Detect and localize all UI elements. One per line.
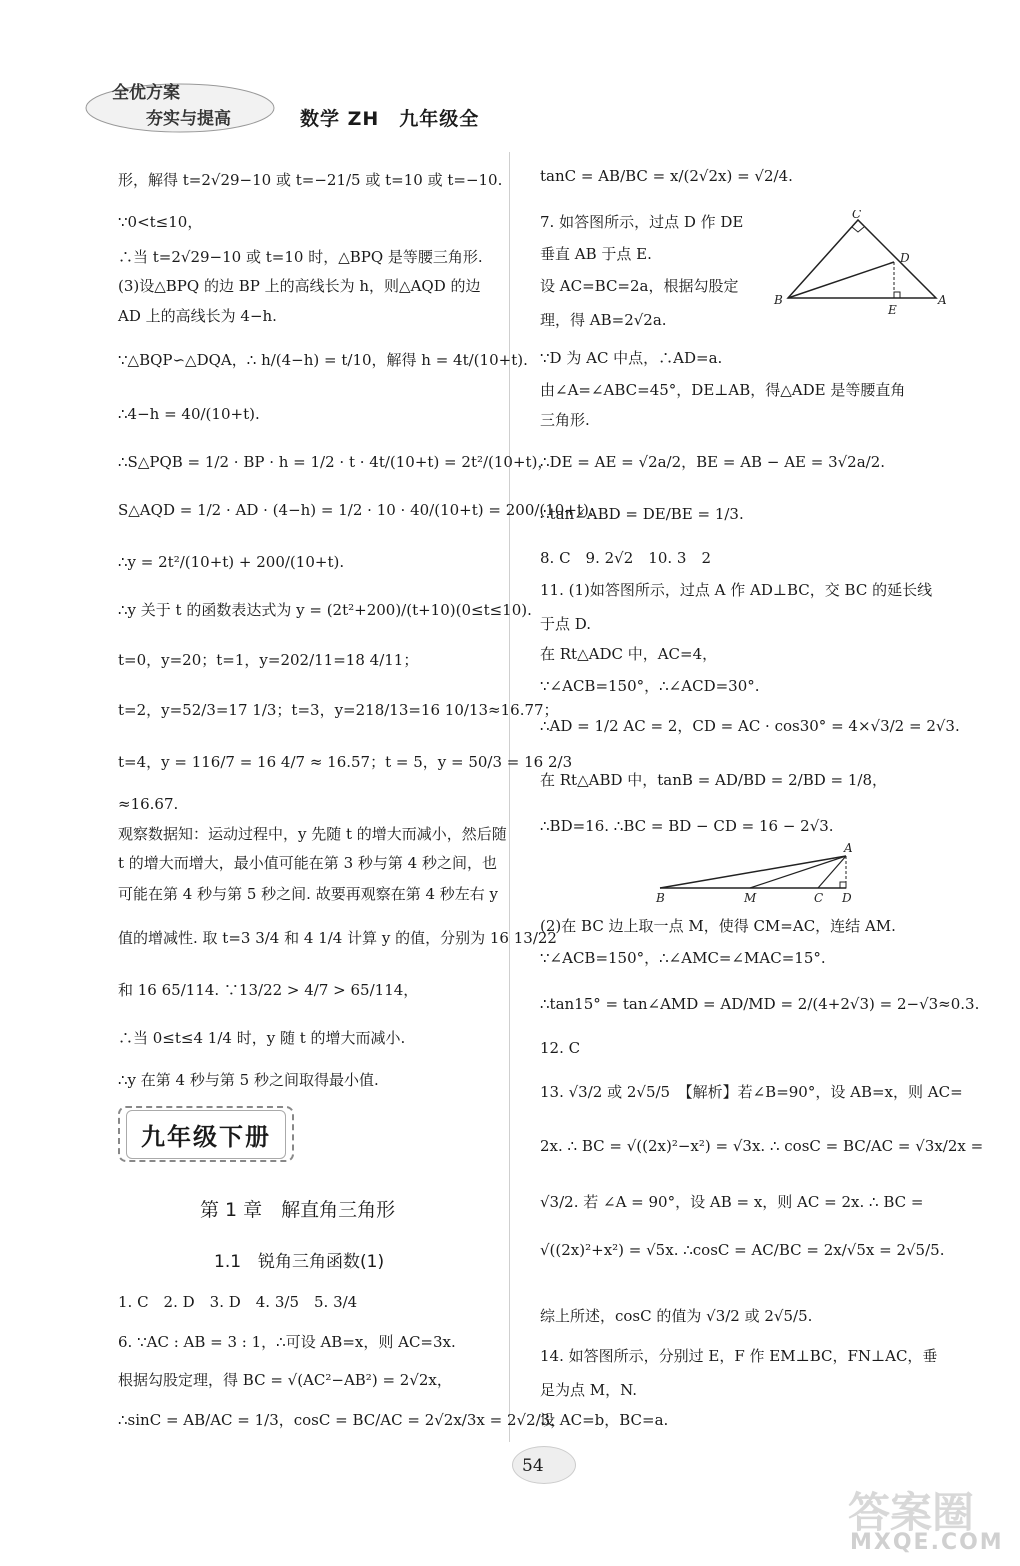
watermark-url: MXQE.COM	[850, 1530, 1004, 1555]
left-bottom-line: 6. ∵AC : AB = 3 : 1，∴可设 AB=x，则 AC=3x.	[118, 1333, 456, 1351]
left-bottom-line: ∴sinC = AB/AC = 1/3，cosC = BC/AC = 2√2x/3x = 2√2/3，	[118, 1411, 566, 1429]
right-column-line: 足为点 M，N.	[540, 1381, 638, 1399]
figure-triangle-abc	[770, 210, 950, 324]
fig1-label-c: C	[852, 210, 862, 221]
fig1-label-a: A	[938, 293, 947, 307]
logo-text-bottom: 夯实与提高	[146, 109, 231, 129]
right-column-line: ∴AD = 1/2 AC = 2，CD = AC · cos30° = 4×√3/2 = 2√3.	[540, 717, 960, 735]
fig2-label-c: C	[814, 891, 824, 905]
right-column-line: 设 AC=b，BC=a.	[540, 1411, 669, 1429]
right-column-line: ∴BD=16. ∴BC = BD − CD = 16 − 2√3.	[540, 817, 834, 835]
right-column-line: 2x. ∴ BC = √((2x)²−x²) = √3x. ∴ cosC = BC/AC = √3x/2x =	[540, 1137, 984, 1155]
right-column-line: ∴tan∠ABD = DE/BE = 1/3.	[540, 505, 744, 523]
left-column-line: ∴S△PQB = 1/2 · BP · h = 1/2 · t · 4t/(10+t) = 2t²/(10+t)，	[118, 453, 553, 471]
right-column-line: ∵∠ACB=150°，∴∠ACD=30°.	[540, 677, 760, 695]
left-column-line: (3)设△BPQ 的边 BP 上的高线长为 h，则△AQD 的边	[118, 277, 481, 295]
left-column-line: ∴当 0≤t≤4 1/4 时，y 随 t 的增大而减小.	[118, 1029, 406, 1047]
left-column-line: ∴4−h = 40/(10+t).	[118, 405, 260, 423]
right-column-line: (2)在 BC 边上取一点 M，使得 CM=AC，连结 AM.	[540, 917, 896, 935]
page-number: 54	[522, 1456, 544, 1476]
left-column-line: 观察数据知：运动过程中，y 先随 t 的增大而减小，然后随	[118, 825, 507, 843]
fig1-label-b: B	[774, 293, 783, 307]
right-column-line: √((2x)²+x²) = √5x. ∴cosC = AC/BC = 2x/√5x = 2√5/5.	[540, 1241, 945, 1259]
column-divider	[509, 152, 510, 1442]
left-column-line: t=2，y=52/3=17 1/3；t=3，y=218/13=16 10/13≈16.77；	[118, 701, 559, 719]
right-column-line: tanC = AB/BC = x/(2√2x) = √2/4.	[540, 167, 793, 185]
right-column-line: 在 Rt△ABD 中，tanB = AD/BD = 2/BD = 1/8，	[540, 771, 887, 789]
left-column-line: 形，解得 t=2√29−10 或 t=−21/5 或 t=10 或 t=−10.	[118, 171, 503, 189]
logo	[82, 74, 278, 136]
volume-title-box	[118, 1106, 294, 1162]
right-column-line: 综上所述，cosC 的值为 √3/2 或 2√5/5.	[540, 1307, 813, 1325]
fig2-label-a: A	[844, 842, 853, 855]
left-column-line: t 的增大而增大，最小值可能在第 3 秒与第 4 秒之间，也	[118, 854, 497, 872]
logo-text-top: 全优方案	[112, 83, 180, 103]
right-column-line: 13. √3/2 或 2√5/5 【解析】若∠B=90°，设 AB=x，则 AC=	[540, 1083, 963, 1101]
left-column-line: ∴y 关于 t 的函数表达式为 y = (2t²+200)/(t+10)(0≤t≤10).	[118, 601, 532, 619]
right-column-line: 于点 D.	[540, 615, 592, 633]
right-column-line: 由∠A=∠ABC=45°，DE⊥AB，得△ADE 是等腰直角	[540, 381, 906, 399]
left-column-line: ≈16.67.	[118, 795, 179, 813]
figure-triangle-abd	[650, 842, 870, 910]
right-column-line: 垂直 AB 于点 E.	[540, 245, 652, 263]
left-column-line: ∴y = 2t²/(10+t) + 200/(10+t).	[118, 553, 345, 571]
fig1-label-e: E	[888, 303, 897, 317]
right-column-line: √3/2. 若 ∠A = 90°，设 AB = x，则 AC = 2x. ∴ BC =	[540, 1193, 924, 1211]
right-column-line: 三角形.	[540, 411, 590, 429]
left-bottom-line: 根据勾股定理，得 BC = √(AC²−AB²) = 2√2x，	[118, 1371, 452, 1389]
left-column-line: ∵△BQP∽△DQA，∴ h/(4−h) = t/10，解得 h = 4t/(10+t).	[118, 351, 528, 369]
right-column-line: 14. 如答图所示，分别过 E，F 作 EM⊥BC，FN⊥AC，垂	[540, 1347, 938, 1365]
left-column-line: t=0，y=20；t=1，y=202/11=18 4/11；	[118, 651, 419, 669]
right-column-line: ∵∠ACB=150°，∴∠AMC=∠MAC=15°.	[540, 949, 826, 967]
right-column-line: ∴DE = AE = √2a/2，BE = AB − AE = 3√2a/2.	[540, 453, 886, 471]
header-title: 数学 ZH 九年级全	[300, 108, 480, 130]
watermark-logo: 答案圈	[848, 1488, 975, 1537]
left-column-line: 和 16 65/114. ∵13/22 > 4/7 > 65/114，	[118, 981, 419, 999]
right-column-line: 设 AC=BC=2a，根据勾股定	[540, 277, 739, 295]
right-column-line: ∵D 为 AC 中点，∴AD=a.	[540, 349, 723, 367]
left-column-line: ∴当 t=2√29−10 或 t=10 时，△BPQ 是等腰三角形.	[118, 248, 483, 266]
right-column-line: 11. (1)如答图所示，过点 A 作 AD⊥BC，交 BC 的延长线	[540, 581, 933, 599]
fig2-label-m: M	[744, 891, 757, 905]
fig2-label-d: D	[842, 891, 852, 905]
right-column-line: 在 Rt△ADC 中，AC=4，	[540, 645, 718, 663]
fig1-label-d: D	[900, 251, 910, 265]
section-title: 1.1 锐角三角函数(1)	[214, 1252, 385, 1272]
right-column-line: 12. C	[540, 1039, 581, 1057]
fig2-label-b: B	[656, 891, 665, 905]
left-column-line: t=4，y = 116/7 = 16 4/7 ≈ 16.57；t = 5，y = 50/3 = 16 2/3	[118, 753, 573, 771]
right-column-line: 7. 如答图所示，过点 D 作 DE	[540, 213, 744, 231]
left-column-line: ∵0<t≤10，	[118, 213, 203, 231]
left-column-line: 可能在第 4 秒与第 5 秒之间. 故要再观察在第 4 秒左右 y	[118, 885, 499, 903]
volume-title: 九年级下册	[126, 1110, 286, 1159]
left-column-line: S△AQD = 1/2 · AD · (4−h) = 1/2 · 10 · 40/(10+t) = 200/(10+t).	[118, 501, 594, 519]
chapter-title: 第 1 章 解直角三角形	[200, 1199, 396, 1221]
left-column-line: ∴y 在第 4 秒与第 5 秒之间取得最小值.	[118, 1071, 379, 1089]
right-column-line: ∴tan15° = tan∠AMD = AD/MD = 2/(4+2√3) = 2−√3≈0.3.	[540, 995, 980, 1013]
left-bottom-line: 1. C 2. D 3. D 4. 3/5 5. 3/4	[118, 1293, 358, 1311]
right-column-line: 理，得 AB=2√2a.	[540, 311, 667, 329]
left-column-line: AD 上的高线长为 4−h.	[118, 307, 277, 325]
left-column-line: 值的增减性. 取 t=3 3/4 和 4 1/4 计算 y 的值，分别为 16 13/22	[118, 929, 557, 947]
right-column-line: 8. C 9. 2√2 10. 3 2	[540, 549, 711, 567]
